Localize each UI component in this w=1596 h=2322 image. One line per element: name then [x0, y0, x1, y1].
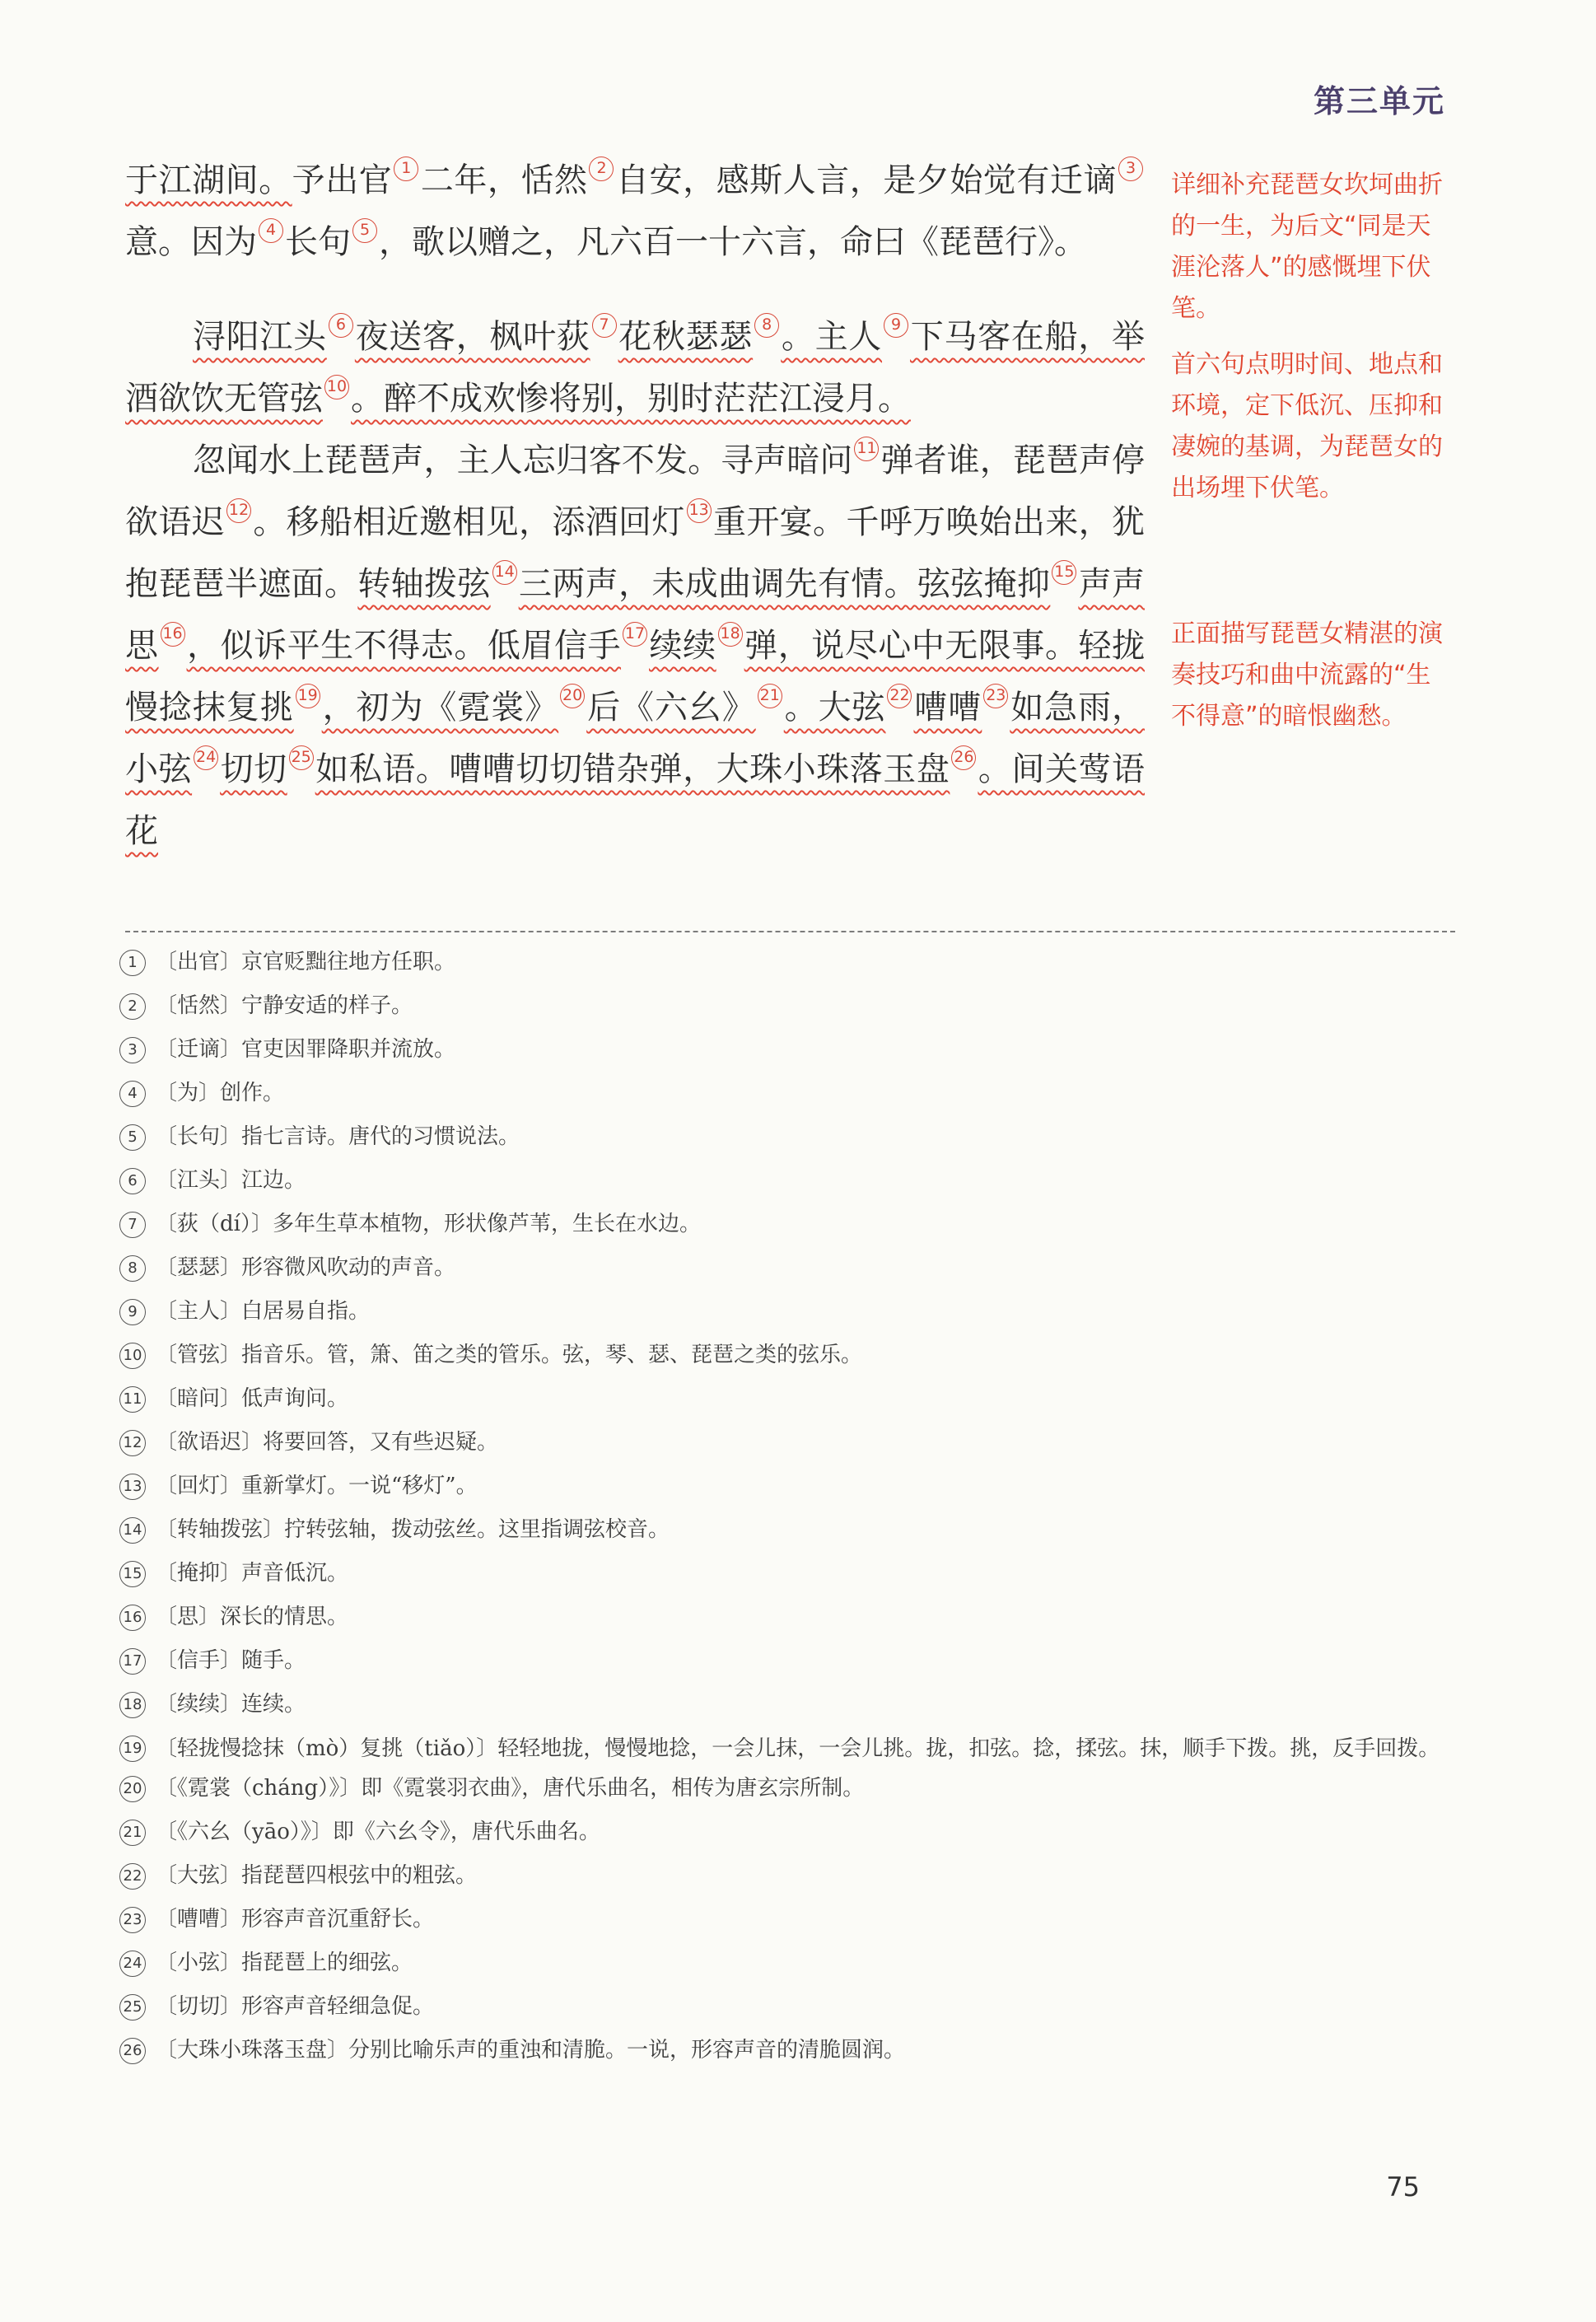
footnote-ref[interactable]: 24 — [194, 745, 218, 770]
footnote-num: 7 — [119, 1212, 146, 1238]
footnote-text: 〔管弦〕指音乐。管，箫、笛之类的管乐。弦，琴、瑟、琵琶之类的弦乐。 — [156, 1343, 863, 1367]
footnote-text: 〔《六幺（yāo）》〕即《六幺令》，唐代乐曲名。 — [156, 1820, 600, 1844]
footnote — [119, 1465, 1462, 1508]
footnote-num: 18 — [119, 1692, 146, 1718]
footnote — [119, 1854, 1462, 1898]
text: 重开宴。千呼万唤始出来，犹抱琵琶半遮面。 — [125, 503, 1146, 603]
footnote — [119, 1595, 1462, 1639]
footnote-num: 3 — [119, 1037, 146, 1063]
footnote-text: 〔大弦〕指琵琶四根弦中的粗弦。 — [156, 1863, 478, 1888]
footnote — [119, 2029, 1462, 2072]
footnote-ref[interactable]: 3 — [1118, 157, 1143, 181]
footnote-ref[interactable]: 11 — [854, 437, 879, 461]
text: 二年，恬然 — [420, 161, 588, 199]
footnote-text: 〔为〕创作。 — [156, 1081, 285, 1105]
footnote-ref[interactable]: 18 — [718, 622, 743, 647]
footnote-ref[interactable]: 12 — [226, 498, 251, 523]
footnote-text: 〔回灯〕重新掌灯。一说“移灯”。 — [156, 1474, 478, 1498]
footnote — [119, 1072, 1462, 1115]
footnote — [119, 1246, 1462, 1290]
footnote-num: 13 — [119, 1474, 146, 1500]
footnote-ref[interactable]: 14 — [492, 560, 517, 585]
footnote-ref[interactable]: 4 — [259, 218, 283, 243]
footnote-num: 1 — [119, 950, 146, 976]
footnote — [119, 984, 1462, 1028]
footnote — [119, 1028, 1462, 1072]
footnote-text: 〔迁谪〕官吏因罪降职并流放。 — [156, 1037, 456, 1062]
footnote — [119, 1810, 1462, 1854]
footnote — [119, 1639, 1462, 1683]
main-text — [125, 150, 1145, 862]
footnote-ref[interactable]: 6 — [329, 313, 353, 338]
footnote-num: 25 — [119, 1994, 146, 2021]
footnote — [119, 1421, 1462, 1465]
side-note-2: 首六句点明时间、地点和环境，定下低沉、压抑和凄婉的基调，为琵琶女的出场埋下伏笔。 — [1171, 350, 1443, 502]
text: 意。因为 — [125, 223, 257, 261]
footnote-text: 〔欲语迟〕将要回答，又有些迟疑。 — [156, 1430, 499, 1455]
footnote-text: 〔掩抑〕声音低沉。 — [156, 1561, 349, 1586]
footnote-num: 20 — [119, 1776, 146, 1802]
footnote-ref[interactable]: 23 — [983, 684, 1008, 708]
footnote — [119, 1941, 1462, 1985]
text: 。移船相近邀相见，添酒回灯 — [253, 503, 685, 541]
footnote-text: 〔思〕深长的情思。 — [156, 1605, 349, 1629]
footnote — [119, 1898, 1462, 1941]
footnote-text: 〔恬然〕宁静安适的样子。 — [156, 993, 413, 1018]
footnote-text: 〔主人〕白居易自指。 — [156, 1299, 371, 1324]
footnote — [119, 1726, 1462, 1767]
footnote — [119, 1767, 1462, 1810]
footnote-ref[interactable]: 25 — [289, 745, 314, 770]
footnote-num: 9 — [119, 1299, 146, 1325]
footnote-num: 2 — [119, 993, 146, 1020]
footnote-num: 22 — [119, 1863, 146, 1890]
text: 忽闻水上琵琶声，主人忘归客不发。寻声暗问 — [193, 442, 853, 479]
underlined-text: 转轴拨弦 $^{14}$ 三两声，未成曲调先有情。弦弦掩抑 $^{15}$ 声声思 $^{16}$ ，似诉平生不得志。低眉信手 $^{17}$ 续续 $^{18}$ 弹，说尽心中无限事。轻拢慢捻抹复挑 $^{19}$ ，初为《霓裳》 $^{20}$ 后《六幺》 $^{21}$ 。大弦 $^{22}$ 嘈嘈 $^{23}$ 如急雨，小弦 $^{24}$ 切切 $^{25}$ 如私语。嘈嘈切切错杂弹，大珠小珠落玉盘 $^{26}$ 。间关莺语花 — [125, 565, 1145, 850]
footnote-num: 4 — [119, 1081, 146, 1107]
footnote-ref[interactable]: 15 — [1052, 560, 1076, 585]
footnote-num: 10 — [119, 1343, 146, 1369]
underlined-text: 于江湖间。 — [125, 161, 292, 199]
footnote-text: 〔长句〕指七言诗。唐代的习惯说法。 — [156, 1124, 520, 1149]
footnote-ref[interactable]: 9 — [884, 313, 908, 338]
footnote-ref[interactable]: 22 — [887, 684, 912, 708]
text: 自安，感斯人言，是夕始觉有迁谪 — [615, 161, 1118, 199]
footnote — [119, 1115, 1462, 1159]
text: ，歌以赠之，凡六百一十六言，命曰《琵琶行》。 — [379, 223, 1087, 261]
footnote-text: 〔《霓裳（cháng）》〕即《霓裳羽衣曲》，唐代乐曲名，相传为唐玄宗所制。 — [156, 1776, 865, 1801]
footnote-num: 6 — [119, 1168, 146, 1194]
footnote-text: 〔暗问〕低声询问。 — [156, 1386, 349, 1411]
footnote-ref[interactable]: 8 — [754, 313, 779, 338]
footnote-num: 16 — [119, 1605, 146, 1631]
footnote-divider — [125, 931, 1455, 932]
unit-title: 第三单元 — [1313, 83, 1445, 119]
footnote — [119, 1683, 1462, 1726]
footnote — [119, 1552, 1462, 1595]
footnote-text: 〔大珠小珠落玉盘〕分别比喻乐声的重浊和清脆。一说，形容声音的清脆圆润。 — [156, 2038, 906, 2063]
footnote-ref[interactable]: 20 — [560, 684, 585, 708]
paragraph-preface — [125, 150, 1145, 273]
text: 予出官 — [292, 161, 393, 199]
side-note-1: 详细补充琵琶女坎坷曲折的一生，为后文“同是天涯沦落人”的感慨埋下伏笔。 — [1171, 171, 1443, 323]
footnote-ref[interactable]: 10 — [324, 375, 349, 399]
footnote-text: 〔轻拢慢捻抹（mò）复挑（tiǎo）〕轻轻地拢，慢慢地捻，一会儿抹，一会儿挑。拢，扣弦。捻，揉弦。抹，顺手下拨。挑，反手回拨。 — [156, 1736, 1440, 1761]
footnote-ref[interactable]: 7 — [592, 313, 617, 338]
footnote — [119, 1203, 1462, 1246]
paragraph-1 — [125, 306, 1145, 430]
footnote — [119, 941, 1462, 984]
footnote-text: 〔嘈嘈〕形容声音沉重舒长。 — [156, 1907, 435, 1932]
underlined-text: 浔阳江头 $^6$ 夜送客，枫叶荻 $^7$ 花秋瑟瑟 $^8$ 。主人 $^9$ 下马客在船，举酒欲饮无管弦 $^{10}$ 。醉不成欢惨将别，别时茫茫江浸月。 — [125, 318, 1145, 418]
footnote-text: 〔切切〕形容声音轻细急促。 — [156, 1994, 435, 2019]
footnote — [119, 1334, 1462, 1377]
footnote-ref[interactable]: 19 — [296, 684, 320, 708]
footnote-ref[interactable]: 5 — [352, 218, 377, 243]
page-number: 75 — [1386, 2171, 1420, 2203]
footnote-ref[interactable]: 13 — [687, 498, 712, 523]
footnote-ref[interactable]: 26 — [951, 745, 976, 770]
footnote-text: 〔信手〕随手。 — [156, 1648, 306, 1673]
footnote-ref[interactable]: 21 — [758, 684, 782, 708]
footnote-num: 12 — [119, 1430, 146, 1456]
footnote-num: 5 — [119, 1124, 146, 1151]
footnote — [119, 1290, 1462, 1334]
footnote-text: 〔江头〕江边。 — [156, 1168, 306, 1193]
footnote-text: 〔转轴拨弦〕拧转弦轴，拨动弦丝。这里指调弦校音。 — [156, 1517, 670, 1542]
footnote-num: 14 — [119, 1517, 146, 1544]
footnote-num: 11 — [119, 1386, 146, 1413]
footnote-num: 24 — [119, 1951, 146, 1977]
footnote-num: 17 — [119, 1648, 146, 1675]
paragraph-2 — [125, 430, 1145, 862]
footnote-text: 〔续续〕连续。 — [156, 1692, 306, 1717]
footnote-ref[interactable]: 1 — [394, 157, 418, 181]
side-note-3: 正面描写琵琶女精湛的演奏技巧和曲中流露的“生不得意”的暗恨幽愁。 — [1171, 619, 1443, 731]
footnotes-list — [119, 941, 1462, 2072]
footnote-num: 19 — [119, 1736, 146, 1762]
footnote-ref[interactable]: 2 — [589, 157, 614, 181]
text: 弹者谁，琵琶声停欲语迟 — [125, 442, 1146, 541]
footnote — [119, 1508, 1462, 1552]
footnote-ref[interactable]: 16 — [161, 622, 185, 647]
footnote-num: 15 — [119, 1561, 146, 1587]
footnote-num: 23 — [119, 1907, 146, 1933]
footnote — [119, 1985, 1462, 2029]
footnote-num: 8 — [119, 1255, 146, 1282]
footnote-text: 〔出官〕京官贬黜往地方任职。 — [156, 950, 456, 974]
footnote-num: 21 — [119, 1820, 146, 1846]
text: 长句 — [285, 223, 351, 261]
footnote-text: 〔瑟瑟〕形容微风吹动的声音。 — [156, 1255, 456, 1280]
footnote — [119, 1377, 1462, 1421]
footnote — [119, 1159, 1462, 1203]
footnote-ref[interactable]: 17 — [623, 622, 647, 647]
footnote-text: 〔小弦〕指琵琶上的细弦。 — [156, 1951, 413, 1975]
footnote-text: 〔荻（dí）〕多年生草本植物，形状像芦苇，生长在水边。 — [156, 1212, 701, 1236]
footnote-num: 26 — [119, 2038, 146, 2064]
